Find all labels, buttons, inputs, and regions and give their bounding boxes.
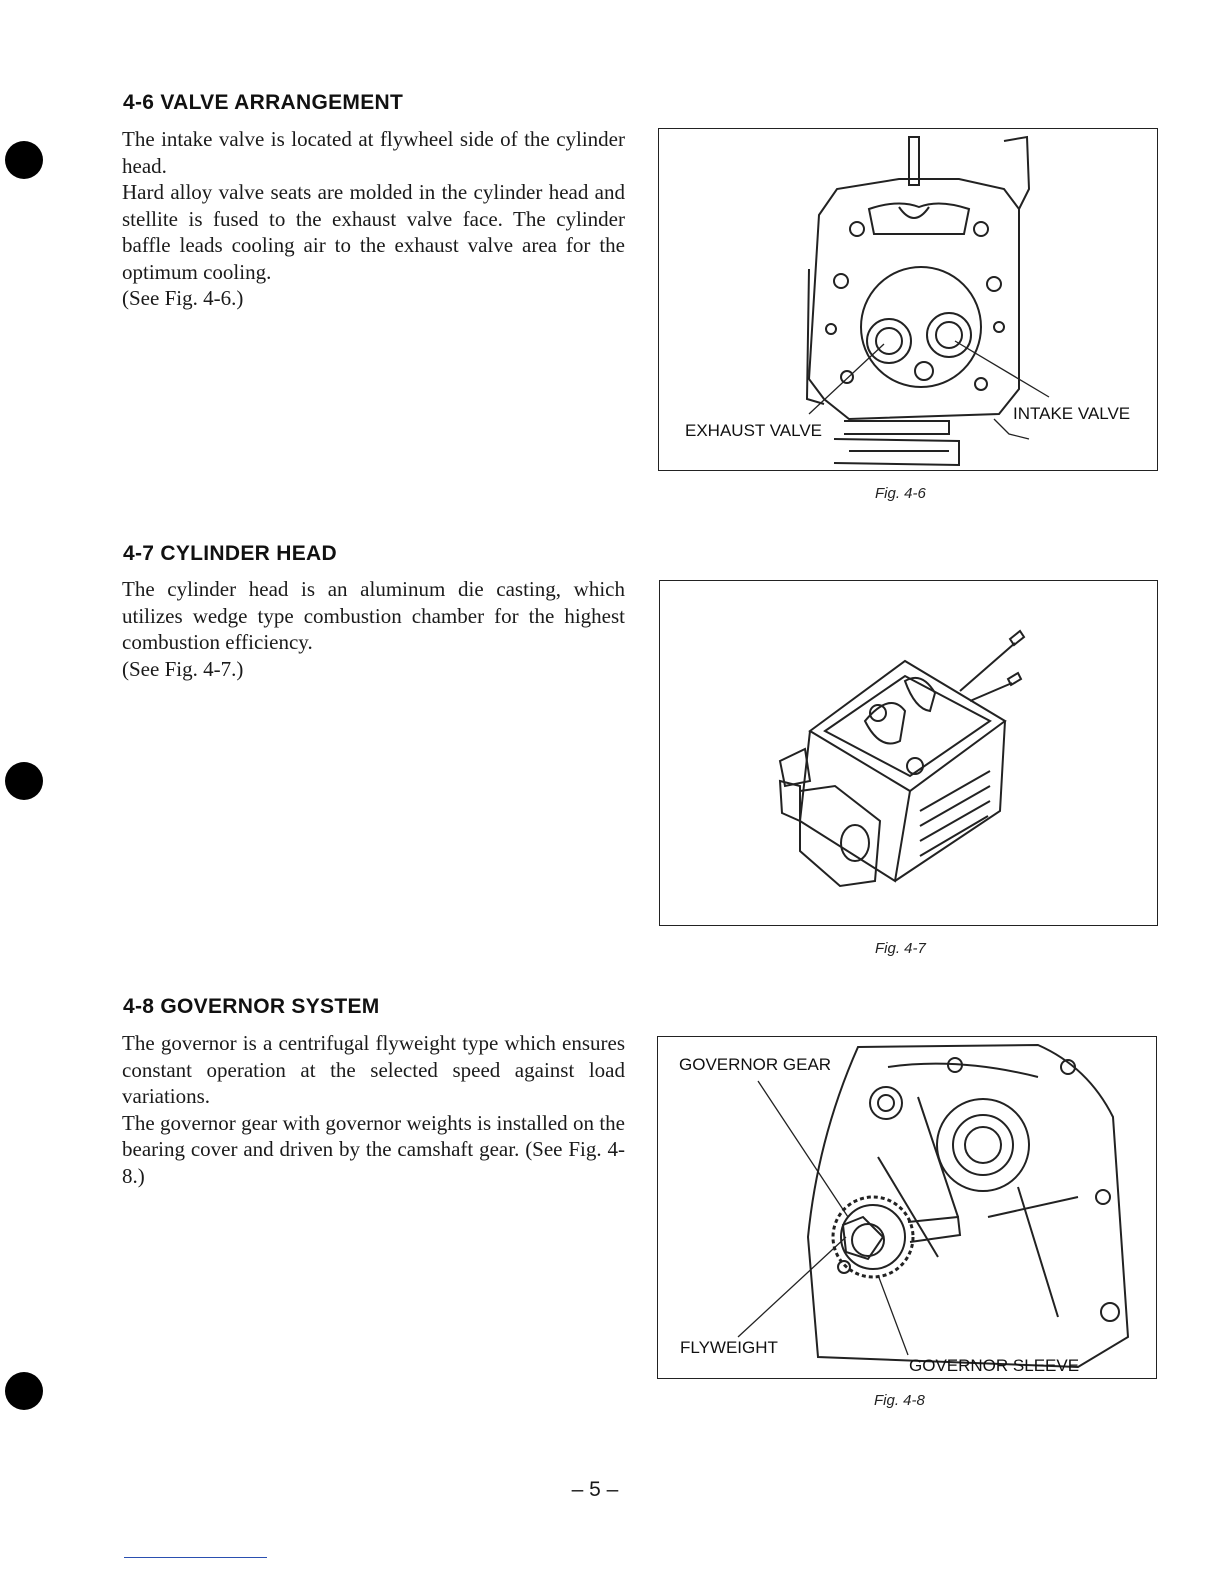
governor-sleeve-label: GOVERNOR SLEEVE (909, 1356, 1080, 1375)
figure-4-6-valve-arrangement (658, 128, 1158, 471)
governor-assembly-illustration (658, 1037, 1156, 1378)
governor-gear-label: GOVERNOR GEAR (679, 1055, 832, 1074)
paragraph: (See Fig. 4-7.) (122, 656, 244, 681)
section-heading-cylinder-head: 4-7 CYLINDER HEAD (123, 542, 337, 565)
exhaust-valve-label: EXHAUST VALVE (685, 421, 822, 440)
paragraph: Hard alloy valve seats are molded in the cylinder head and stellite is fused to the exhaust valve face. The cylinder baffle leads cooling air to the exhaust valve area for the optimum cooling. (122, 180, 625, 284)
section-heading-valve-arrangement: 4-6 VALVE ARRANGEMENT (123, 91, 404, 114)
figure-4-8-caption: Fig. 4-8 (874, 1392, 925, 1409)
paragraph: The governor is a centrifugal flyweight type which ensures constant operation at the selected speed against load variations. (122, 1031, 625, 1108)
figure-4-7-cylinder-head (659, 580, 1158, 926)
section-body-valve-arrangement (122, 126, 625, 312)
binder-hole-2 (5, 762, 43, 800)
binder-hole-1 (5, 141, 43, 179)
paragraph: (See Fig. 4-6.) (122, 286, 244, 310)
section-body-cylinder-head (122, 576, 625, 682)
cylinder-head-casting-illustration (660, 581, 1157, 925)
figure-4-8-governor-system (657, 1036, 1157, 1379)
page-number: – 5 – (571, 1478, 619, 1501)
section-heading-governor-system: 4-8 GOVERNOR SYSTEM (123, 995, 380, 1018)
paragraph: The cylinder head is an aluminum die casting, which utilizes wedge type combustion chamber for the highest combustion efficiency. (122, 577, 625, 654)
footer-rule (124, 1557, 267, 1558)
figure-4-7-caption: Fig. 4-7 (875, 940, 926, 957)
flyweight-label: FLYWEIGHT (680, 1338, 778, 1357)
paragraph: The intake valve is located at flywheel side of the cylinder head. (122, 127, 625, 178)
binder-hole-3 (5, 1372, 43, 1410)
figure-4-6-caption: Fig. 4-6 (875, 485, 926, 502)
intake-valve-label: INTAKE VALVE (1013, 404, 1131, 423)
section-body-governor-system (122, 1030, 625, 1189)
paragraph: The governor gear with governor weights is installed on the bearing cover and driven by the camshaft gear. (See Fig. 4-8.) (122, 1110, 625, 1188)
